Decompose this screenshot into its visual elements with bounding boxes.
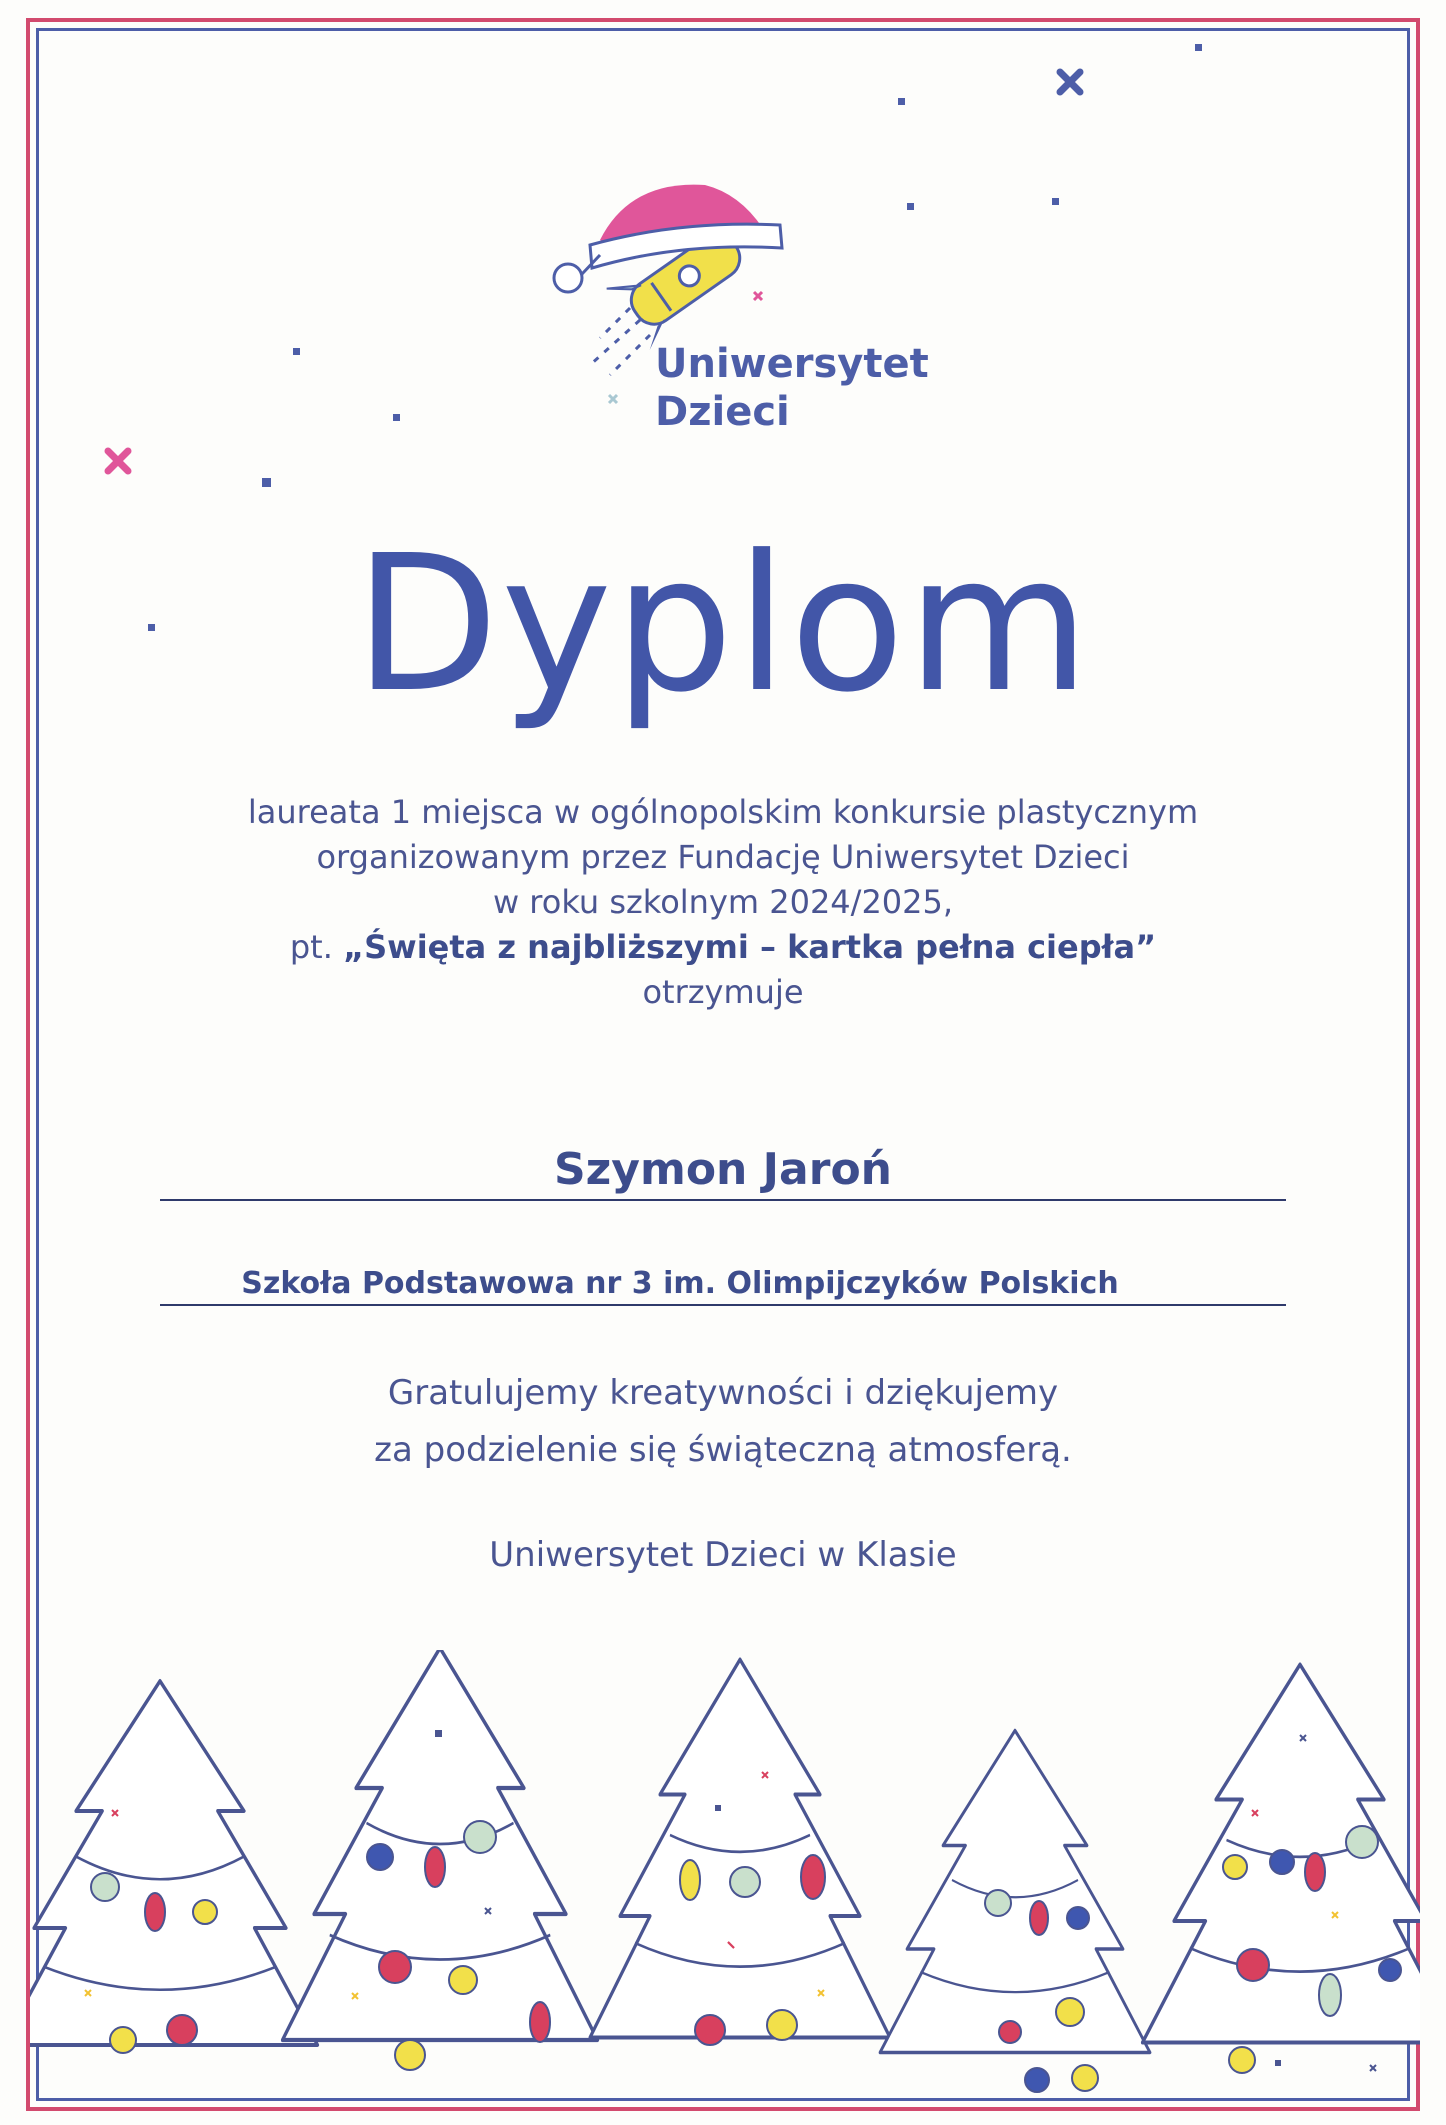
contest-title: „Święta z najbliższymi – kartka pełna ciepła” <box>343 928 1157 966</box>
tree-icon <box>880 1731 1150 2053</box>
logo-wordmark <box>655 340 929 436</box>
tree-icon <box>30 1681 318 2045</box>
contest-prefix: pt. <box>289 928 333 966</box>
congratulations <box>0 1365 1446 1479</box>
christmas-trees-illustration <box>30 1650 1420 2110</box>
body-line-2: organizowanym przez Fundację Uniwersytet Dzieci <box>316 838 1130 876</box>
body-line-3: w roku szkolnym 2024/2025, <box>492 883 954 921</box>
congrats-line-1: Gratulujemy kreatywności i dziękujemy <box>387 1373 1059 1413</box>
contest-line <box>0 925 1446 970</box>
congrats-line-2: za podzielenie się świąteczną atmosferą. <box>374 1430 1072 1470</box>
logo-line-1: Uniwersytet <box>655 341 929 387</box>
logo-line-2: Dzieci <box>655 389 790 435</box>
diploma-title: Dyplom <box>354 515 1092 734</box>
receives-label: otrzymuje <box>642 973 804 1011</box>
tree-icon <box>590 1660 890 2038</box>
recipient-name: Szymon Jaroń <box>553 1144 892 1195</box>
diploma-body <box>0 790 1446 1015</box>
school-underline <box>160 1304 1286 1306</box>
recipient-underline <box>160 1199 1286 1201</box>
body-line-1: laureata 1 miejsca w ogólnopolskim konkursie plastycznym <box>247 793 1199 831</box>
signature: Uniwersytet Dzieci w Klasie <box>489 1535 957 1575</box>
school-name: Szkoła Podstawowa nr 3 im. Olimpijczyków Polskich <box>241 1266 1119 1301</box>
tree-icon <box>283 1650 598 2040</box>
